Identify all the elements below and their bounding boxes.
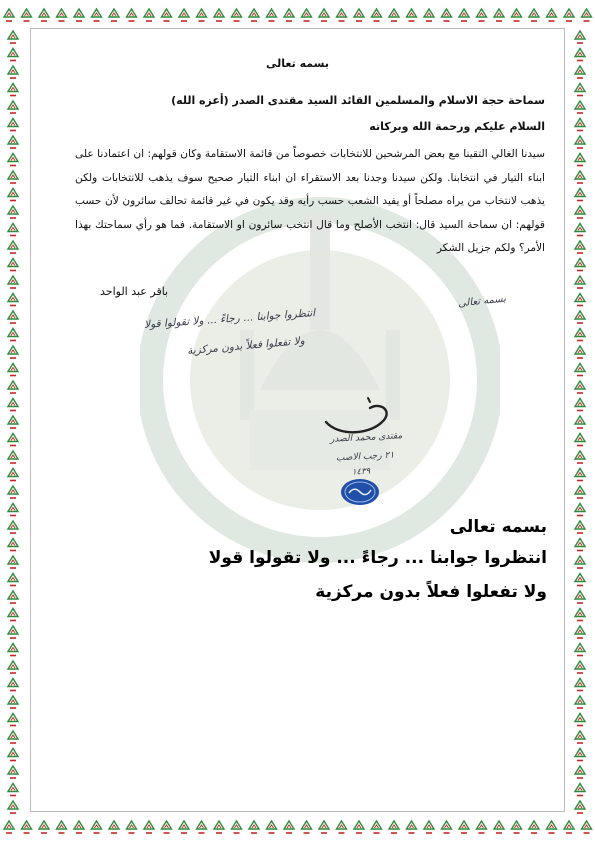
typed-reply-basmala: بسمه تعالى xyxy=(449,517,547,537)
border-ornament xyxy=(459,9,469,21)
border-ornament xyxy=(575,399,585,411)
border-ornament xyxy=(575,731,585,743)
border-ornament xyxy=(8,574,18,586)
border-ornament xyxy=(162,821,172,833)
border-ornament xyxy=(8,504,18,516)
border-ornament xyxy=(575,206,585,218)
border-ornament xyxy=(442,821,452,833)
border-ornament xyxy=(8,696,18,708)
handwritten-signer: مقتدى محمد الصدر xyxy=(329,431,403,445)
border-ornament xyxy=(197,821,207,833)
border-ornament xyxy=(8,171,18,183)
border-ornament xyxy=(267,9,277,21)
border-ornament xyxy=(284,821,294,833)
border-ornament xyxy=(529,9,539,21)
border-ornament xyxy=(575,451,585,463)
border-ornament xyxy=(8,521,18,533)
border-ornament xyxy=(575,469,585,481)
border-ornament xyxy=(8,714,18,726)
frame-bottom-border xyxy=(0,812,595,842)
border-ornament xyxy=(8,329,18,341)
letter-greeting: السلام عليكم ورحمة الله وبركاته xyxy=(369,120,545,133)
border-ornament xyxy=(337,9,347,21)
letter-basmala: بسمه تعالى xyxy=(266,57,329,70)
letter-addressee: سماحة حجة الاسلام والمسلمين القائد السيد مقتدى الصدر (أعزه الله) xyxy=(171,94,545,107)
border-ornament xyxy=(494,821,504,833)
border-ornament xyxy=(319,821,329,833)
border-ornament xyxy=(575,136,585,148)
border-ornament xyxy=(8,469,18,481)
border-ornament xyxy=(8,381,18,393)
border-ornament xyxy=(39,821,49,833)
border-ornament xyxy=(575,31,585,43)
border-ornament xyxy=(8,434,18,446)
frame-left-border xyxy=(0,0,30,842)
border-ornament xyxy=(575,504,585,516)
border-ornament xyxy=(512,9,522,21)
border-ornament xyxy=(8,644,18,656)
border-ornament xyxy=(92,821,102,833)
typed-reply-line-1: انتظروا جوابنا ... رجاءً ... ولا تقولوا قولا xyxy=(208,548,547,568)
border-ornament xyxy=(354,821,364,833)
border-ornament xyxy=(214,9,224,21)
border-ornament xyxy=(127,9,137,21)
border-ornament xyxy=(8,451,18,463)
border-ornament xyxy=(424,821,434,833)
border-ornament xyxy=(162,9,172,21)
border-ornament xyxy=(92,9,102,21)
border-ornament xyxy=(74,821,84,833)
border-ornament xyxy=(144,9,154,21)
border-ornament xyxy=(575,154,585,166)
border-ornament xyxy=(8,101,18,113)
border-ornament xyxy=(214,821,224,833)
border-ornament xyxy=(575,276,585,288)
border-ornament xyxy=(284,9,294,21)
border-ornament xyxy=(232,9,242,21)
border-ornament xyxy=(575,591,585,603)
border-ornament xyxy=(512,821,522,833)
border-ornament xyxy=(575,766,585,778)
border-ornament xyxy=(8,224,18,236)
border-ornament xyxy=(8,189,18,201)
border-ornament xyxy=(8,556,18,568)
border-ornament xyxy=(407,9,417,21)
border-ornament xyxy=(389,821,399,833)
border-ornament xyxy=(575,381,585,393)
border-ornament xyxy=(575,329,585,341)
border-ornament xyxy=(8,661,18,673)
border-ornament xyxy=(8,294,18,306)
border-ornament xyxy=(8,416,18,428)
border-ornament xyxy=(575,259,585,271)
border-ornament xyxy=(575,661,585,673)
border-ornament xyxy=(547,821,557,833)
border-ornament xyxy=(575,784,585,796)
border-ornament xyxy=(575,311,585,323)
border-ornament xyxy=(302,9,312,21)
handwritten-line-2: ولا تفعلوا فعلاً بدون مركزية xyxy=(186,334,306,358)
letter-signature: باقر عبد الواحد xyxy=(100,285,169,298)
border-ornament xyxy=(575,101,585,113)
border-ornament xyxy=(39,9,49,21)
border-ornament xyxy=(575,84,585,96)
border-ornament xyxy=(74,9,84,21)
border-ornament xyxy=(575,714,585,726)
border-ornament xyxy=(8,609,18,621)
border-ornament xyxy=(8,591,18,603)
border-ornament xyxy=(424,9,434,21)
border-ornament xyxy=(372,9,382,21)
handwritten-date: ٢١ رجب الاصب xyxy=(335,450,395,464)
border-ornament xyxy=(354,9,364,21)
border-ornament xyxy=(57,9,67,21)
border-ornament xyxy=(575,364,585,376)
border-ornament xyxy=(249,9,259,21)
border-ornament xyxy=(529,821,539,833)
handwritten-basmala: بسمه تعالى xyxy=(457,293,507,310)
border-ornament xyxy=(319,9,329,21)
border-ornament xyxy=(267,821,277,833)
border-ornament xyxy=(575,346,585,358)
border-ornament xyxy=(407,821,417,833)
border-ornament xyxy=(109,821,119,833)
border-ornament xyxy=(477,821,487,833)
blue-seal-stamp xyxy=(340,478,380,506)
border-ornament xyxy=(575,626,585,638)
border-ornament xyxy=(302,821,312,833)
border-ornament xyxy=(575,486,585,498)
border-ornament xyxy=(8,119,18,131)
border-ornament xyxy=(575,521,585,533)
border-ornament xyxy=(575,749,585,761)
border-ornament xyxy=(8,346,18,358)
border-ornament xyxy=(8,31,18,43)
border-ornament xyxy=(477,9,487,21)
border-ornament xyxy=(8,259,18,271)
handwritten-line-1: انتظروا جوابنا ... رجاءً ... ولا تقولوا قولا xyxy=(143,307,316,331)
border-ornament xyxy=(459,821,469,833)
border-ornament xyxy=(179,821,189,833)
border-ornament xyxy=(575,556,585,568)
border-ornament xyxy=(8,626,18,638)
border-ornament xyxy=(127,821,137,833)
border-ornament xyxy=(8,749,18,761)
border-ornament xyxy=(8,311,18,323)
border-ornament xyxy=(547,9,557,21)
border-ornament xyxy=(575,644,585,656)
border-ornament xyxy=(8,399,18,411)
border-ornament xyxy=(575,119,585,131)
border-ornament xyxy=(575,539,585,551)
border-ornament xyxy=(57,821,67,833)
border-ornament xyxy=(575,294,585,306)
border-ornament xyxy=(575,609,585,621)
border-ornament xyxy=(575,801,585,813)
border-ornament xyxy=(179,9,189,21)
border-ornament xyxy=(8,364,18,376)
frame-top-border xyxy=(0,0,595,30)
border-ornament xyxy=(8,731,18,743)
border-ornament xyxy=(575,574,585,586)
border-ornament xyxy=(389,9,399,21)
border-ornament xyxy=(575,171,585,183)
border-ornament xyxy=(8,784,18,796)
border-ornament xyxy=(8,486,18,498)
border-ornament xyxy=(8,539,18,551)
border-ornament xyxy=(575,416,585,428)
border-ornament xyxy=(372,821,382,833)
border-ornament xyxy=(337,821,347,833)
border-ornament xyxy=(232,821,242,833)
border-ornament xyxy=(197,9,207,21)
border-ornament xyxy=(8,679,18,691)
handwritten-year: ١٤٣٩ xyxy=(351,466,371,478)
border-ornament xyxy=(575,189,585,201)
border-ornament xyxy=(442,9,452,21)
border-ornament xyxy=(8,136,18,148)
typed-reply-line-2: ولا تفعلوا فعلاً بدون مركزية xyxy=(315,582,547,602)
border-ornament xyxy=(8,801,18,813)
border-ornament xyxy=(109,9,119,21)
border-ornament xyxy=(494,9,504,21)
border-ornament xyxy=(8,206,18,218)
border-ornament xyxy=(575,241,585,253)
border-ornament xyxy=(8,154,18,166)
border-ornament xyxy=(8,84,18,96)
border-ornament xyxy=(575,679,585,691)
frame-right-border xyxy=(565,0,595,842)
border-ornament xyxy=(8,241,18,253)
border-ornament xyxy=(575,224,585,236)
border-ornament xyxy=(249,821,259,833)
border-ornament xyxy=(8,276,18,288)
border-ornament xyxy=(575,696,585,708)
border-ornament xyxy=(144,821,154,833)
border-ornament xyxy=(8,766,18,778)
border-ornament xyxy=(575,434,585,446)
letter-body: سيدنا الغالي التقينا مع بعض المرشحين للانتخابات خصوصاً من قائمة الاستقامة وكان قولهم: ان اعتمادنا على ابناء التيار في انتخابنا. ولكن سيدنا وجدنا بعد الاستقراء ان ابناء التيار صحيح سوف يذهب للانتخابات ولكن يذهب لانتخاب من يراه مصلحاً أو يفيد الشعب حسب رأيه وقد يكون في غير قائمة تحالف سائرون لأن حسب قولهم: ان سماحة السيد قال: انتخب الأصلح وما قال انتخب سائرون او الاستقامة. فما هو رأي سماحتك بهذا الأمر؟ ولكم جزيل الشكر xyxy=(75,148,545,254)
